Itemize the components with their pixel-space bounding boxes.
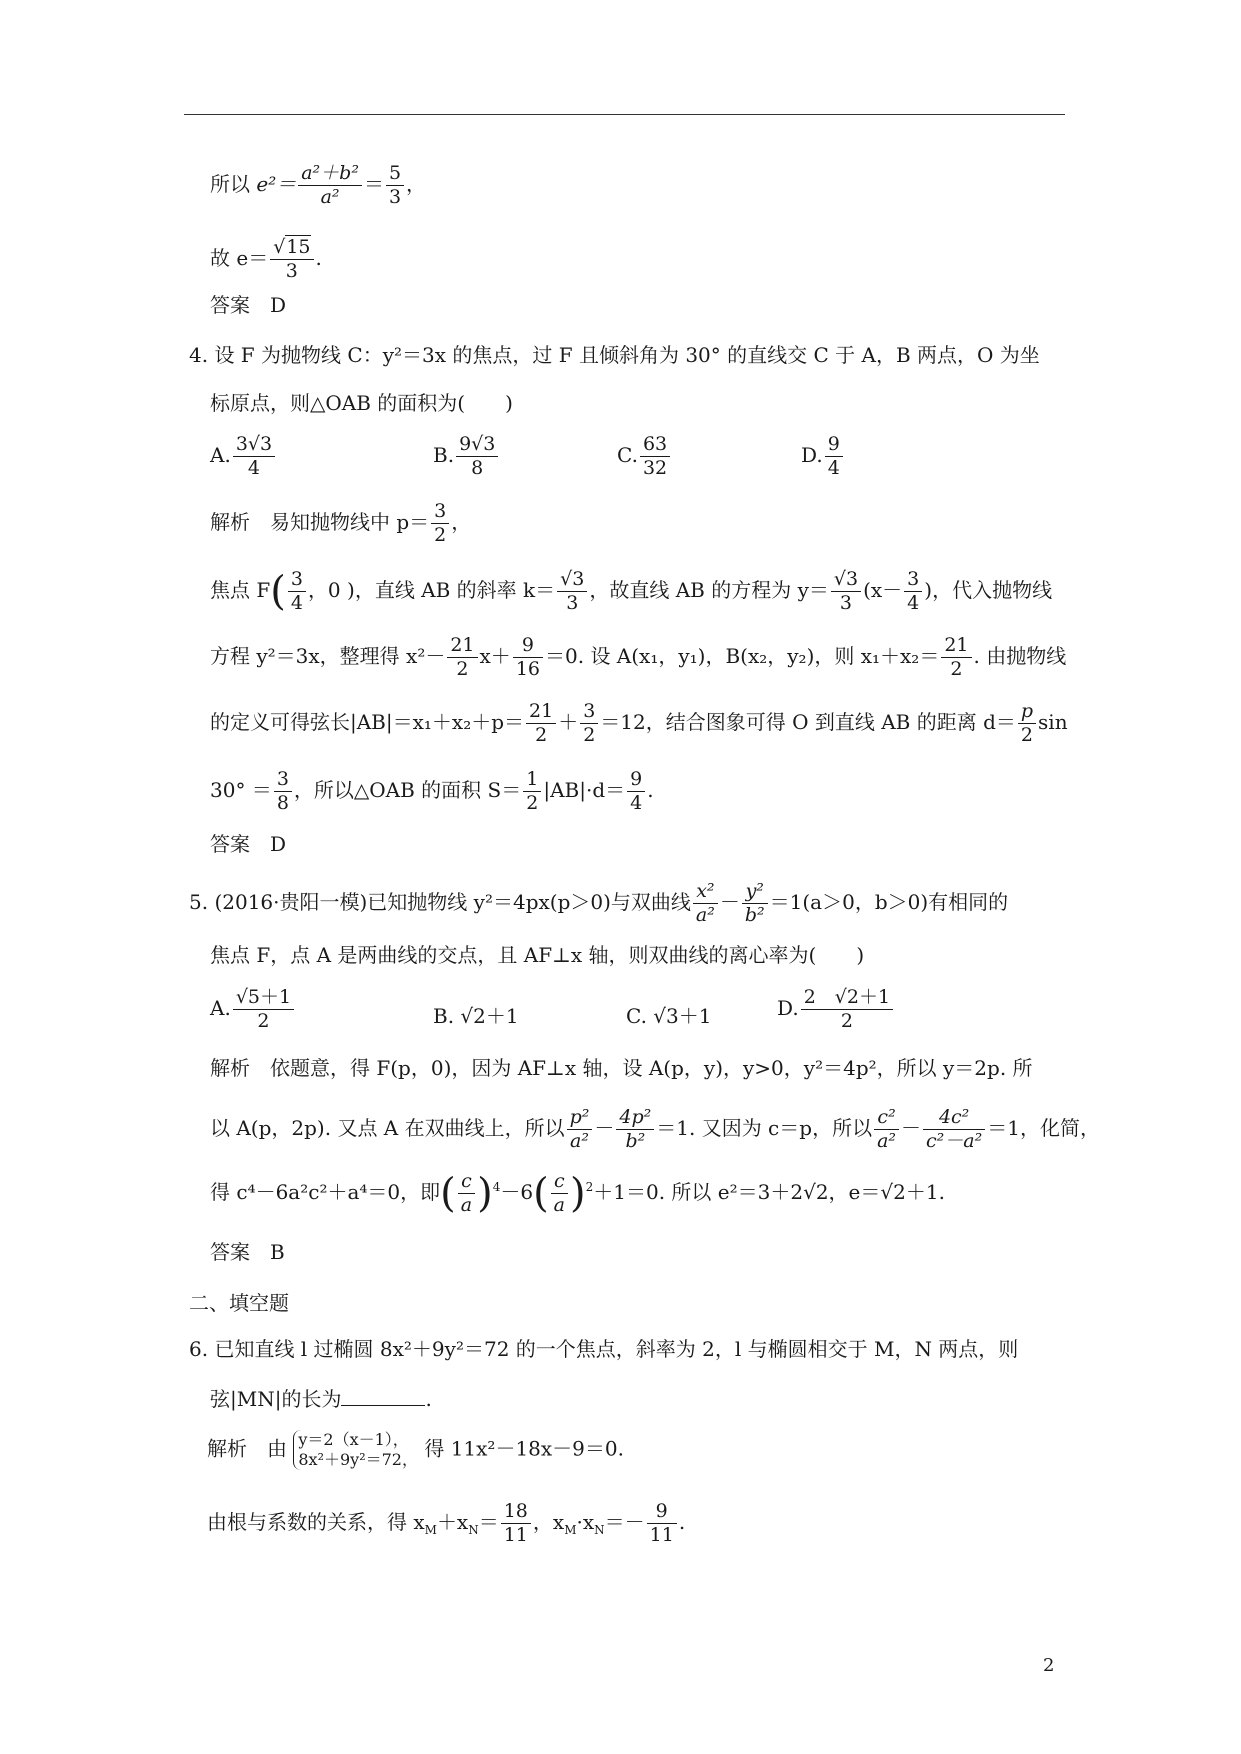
option-label: A. <box>210 442 231 467</box>
option-label: C. <box>617 442 638 467</box>
section-heading-fill-in: 二、填空题 <box>189 1291 289 1315</box>
denominator: a <box>553 1193 565 1216</box>
text: 5. (2016·贵阳一模)已知抛物线 y²＝4px(p＞0)与双曲线 <box>189 889 691 914</box>
fraction <box>874 1106 899 1153</box>
denominator: 11 <box>503 1523 528 1546</box>
numerator: c <box>551 1170 568 1194</box>
denominator: 2 <box>840 1009 853 1032</box>
numerator: 3 <box>288 568 306 592</box>
denominator: b² <box>744 903 765 926</box>
numerator: 63 <box>640 433 670 457</box>
q4-solution-line3 <box>210 634 1066 681</box>
fraction <box>233 433 275 480</box>
numerator: √5＋1 <box>233 986 294 1010</box>
text: ，0 )，直线 AB 的斜率 k＝ <box>307 577 556 602</box>
fraction <box>456 433 498 480</box>
fraction <box>523 768 541 815</box>
denominator: 32 <box>642 456 668 479</box>
denominator: a² <box>877 1129 897 1152</box>
equation-row: y＝2（x－1）， <box>298 1430 409 1449</box>
text: 焦点 F <box>210 577 271 602</box>
numerator: 9 <box>627 768 645 792</box>
denominator: 4 <box>907 591 920 614</box>
numerator: 2 √2＋1 <box>801 986 893 1010</box>
q6-solution-line2 <box>207 1500 685 1547</box>
denominator: 2 <box>950 657 963 680</box>
text: 得 c⁴－6a²c²＋a⁴＝0，即 <box>210 1179 441 1204</box>
paren: ) <box>477 1170 493 1217</box>
q5-option-c: C. √3＋1 <box>626 1004 712 1028</box>
numerator: 21 <box>447 634 477 658</box>
text: － <box>901 1115 922 1140</box>
text: － <box>719 889 740 914</box>
fraction <box>923 1106 985 1153</box>
fraction <box>288 568 306 615</box>
subscript: M <box>424 1522 437 1537</box>
q6-solution-line1 <box>207 1430 624 1470</box>
paren: ) <box>570 1170 586 1217</box>
denominator: a² <box>695 903 715 926</box>
text: 30° ＝ <box>210 777 272 802</box>
text: 所以 <box>210 171 257 196</box>
page-number: 2 <box>1043 1655 1055 1676</box>
denominator: 4 <box>290 591 303 614</box>
text: 弦|MN|的长为 <box>210 1387 342 1411</box>
numerator: 9 <box>513 634 543 658</box>
text: x＋ <box>479 643 511 668</box>
line-e <box>210 236 322 283</box>
denominator: 4 <box>827 456 840 479</box>
option-label: B. <box>433 442 455 467</box>
fraction <box>627 768 645 815</box>
denominator: 3 <box>285 259 298 282</box>
text: ， <box>406 171 427 196</box>
question-6-line2 <box>210 1387 432 1409</box>
denominator: 3 <box>566 591 579 614</box>
text: . <box>315 245 322 270</box>
q4-solution-line2 <box>210 568 1052 615</box>
q4-option-d <box>801 433 845 480</box>
numerator: 3 <box>580 700 598 724</box>
math: e²＝ <box>256 171 297 196</box>
denominator: a² <box>320 185 340 208</box>
fraction <box>431 500 449 547</box>
sqrt-radicand: 15 <box>286 236 311 258</box>
numerator: √3 <box>831 568 861 592</box>
fraction <box>640 433 670 480</box>
denominator: 4 <box>630 791 643 814</box>
text: ＝－ <box>604 1509 645 1534</box>
numerator: 9 <box>647 1500 677 1524</box>
text: ， <box>451 509 472 534</box>
denominator: 2 <box>434 523 447 546</box>
denominator: 2 <box>535 723 548 746</box>
denominator: 2 <box>257 1009 270 1032</box>
text: 故 e＝ <box>210 245 269 270</box>
fraction <box>270 236 313 283</box>
numerator: √3 <box>557 568 587 592</box>
numerator: 4c² <box>923 1106 985 1130</box>
numerator: 21 <box>941 634 971 658</box>
denominator: 16 <box>515 657 540 680</box>
fraction <box>693 880 718 927</box>
line-e-squared <box>210 162 426 209</box>
q4-solution-line1 <box>210 500 471 547</box>
numerator: 5 <box>386 162 404 186</box>
text: ＋x <box>436 1509 469 1534</box>
answer-5: 答案 B <box>210 1240 285 1264</box>
text: ＝1，化简， <box>987 1115 1100 1140</box>
denominator: a <box>460 1193 473 1216</box>
question-4-line2: 标原点，则△OAB 的面积为( ) <box>210 391 513 415</box>
numerator: 3 <box>431 500 449 524</box>
text: ＝12，结合图象可得 O 到直线 AB 的距离 d＝ <box>600 709 1016 734</box>
text: )，代入抛物线 <box>924 577 1053 602</box>
numerator: 3 <box>274 768 292 792</box>
text: |AB|·d＝ <box>543 777 626 802</box>
numerator: 9√3 <box>456 433 498 457</box>
fraction <box>274 768 292 815</box>
q5-option-d <box>777 986 895 1033</box>
denominator: 2 <box>526 791 539 814</box>
q4-option-a <box>210 433 277 480</box>
question-6-line1: 6. 已知直线 l 过椭圆 8x²＋9y²＝72 的一个焦点，斜率为 2，l 与椭圆相交于 M，N 两点，则 <box>189 1337 1019 1361</box>
question-4-line1: 4. 设 F 为抛物线 C：y²＝3x 的焦点，过 F 且倾斜角为 30° 的直线交 C 于 A，B 两点，O 为坐 <box>189 343 1040 367</box>
fraction <box>298 162 362 209</box>
q5-option-a <box>210 986 296 1033</box>
fraction <box>941 634 971 681</box>
fraction <box>513 634 543 681</box>
answer-blank <box>341 1387 425 1406</box>
fraction <box>1018 700 1036 747</box>
denominator: 8 <box>471 456 484 479</box>
question-5-line2: 焦点 F，点 A 是两曲线的交点，且 AF⊥x 轴，则双曲线的离心率为( ) <box>210 943 865 967</box>
text: (x－ <box>863 577 903 602</box>
text: ＝0. 设 A(x₁，y₁)，B(x₂，y₂)，则 x₁＋x₂＝ <box>545 643 940 668</box>
denominator: a² <box>570 1129 589 1152</box>
fraction <box>616 1106 654 1153</box>
denominator: c²－a² <box>926 1129 983 1152</box>
q5-solution-line3 <box>210 1170 945 1217</box>
answer-4: 答案 D <box>210 832 287 856</box>
text: ，x <box>532 1509 565 1534</box>
text: . 由抛物线 <box>973 643 1067 668</box>
denominator: 11 <box>649 1523 674 1546</box>
paren: ( <box>270 568 286 615</box>
fraction <box>557 568 587 615</box>
text: 方程 y²＝3x，整理得 x²－ <box>210 643 446 668</box>
equation-row: 8x²＋9y²＝72， <box>298 1450 418 1469</box>
text: 由根与系数的关系，得 x <box>207 1509 425 1534</box>
fraction <box>501 1500 531 1547</box>
fraction <box>551 1170 568 1217</box>
fraction <box>801 986 893 1033</box>
q4-solution-line4 <box>210 700 1068 747</box>
text: . <box>425 1387 432 1411</box>
numerator: p <box>1018 700 1036 724</box>
header-rule <box>184 114 1065 115</box>
denominator: 8 <box>276 791 289 814</box>
text: ＝ <box>478 1509 499 1534</box>
numerator: 21 <box>526 700 556 724</box>
question-5-line1 <box>189 880 1008 927</box>
text: ＝1. 又因为 c＝p，所以 <box>656 1115 873 1140</box>
q4-option-c <box>617 433 672 480</box>
fraction <box>831 568 861 615</box>
q5-option-b: B. √2＋1 <box>433 1004 519 1028</box>
text: ，故直线 AB 的方程为 y＝ <box>589 577 829 602</box>
numerator: 1 <box>523 768 541 792</box>
fraction <box>458 1170 475 1217</box>
text: . <box>678 1509 686 1534</box>
denominator: b² <box>625 1129 646 1152</box>
option-label: D. <box>801 442 823 467</box>
text: 得 11x²－18x－9＝0. <box>424 1436 624 1461</box>
text: －6 <box>500 1179 534 1204</box>
paren: ( <box>440 1170 456 1217</box>
text: ＝ <box>363 171 384 196</box>
fraction <box>386 162 404 209</box>
text: 以 A(p，2p). 又点 A 在双曲线上，所以 <box>210 1115 565 1140</box>
subscript: N <box>468 1522 479 1537</box>
fraction <box>447 634 477 681</box>
numerator: a²＋b² <box>298 162 362 186</box>
numerator: 3√3 <box>233 433 275 457</box>
numerator: c² <box>874 1106 899 1130</box>
fraction <box>567 1106 593 1153</box>
numerator: c <box>458 1170 475 1194</box>
denominator: 2 <box>583 723 596 746</box>
denominator: 2 <box>456 657 469 680</box>
q4-solution-line5 <box>210 768 654 815</box>
equation-system <box>293 1430 418 1470</box>
text: 的定义可得弦长|AB|＝x₁＋x₂＋p＝ <box>210 709 525 734</box>
option-label: D. <box>777 995 799 1020</box>
denominator: 2 <box>1020 723 1033 746</box>
q5-solution-line2 <box>210 1106 1100 1153</box>
numerator: 4p² <box>616 1106 654 1130</box>
q4-option-b <box>433 433 500 480</box>
fraction <box>647 1500 677 1547</box>
q5-solution-line1: 解析 依题意，得 F(p，0)，因为 AF⊥x 轴，设 A(p，y)，y>0，y²＝4p²，所以 y＝2p. 所 <box>210 1056 1033 1080</box>
subscript: M <box>564 1522 577 1537</box>
text: 解析 由 <box>207 1436 287 1461</box>
denominator: 3 <box>839 591 853 614</box>
numerator: 18 <box>501 1500 531 1524</box>
denominator: 3 <box>388 185 402 208</box>
exponent: 2 <box>585 1180 594 1195</box>
text: 解析 易知抛物线中 p＝ <box>210 509 430 534</box>
numerator: 3 <box>904 568 922 592</box>
numerator: x² <box>693 880 718 904</box>
subscript: N <box>594 1522 605 1537</box>
text: . <box>647 777 654 802</box>
fraction <box>580 700 598 747</box>
exponent: 4 <box>492 1180 501 1195</box>
numerator: √15 <box>270 236 313 260</box>
text: ·x <box>576 1509 595 1534</box>
numerator: p² <box>567 1106 593 1130</box>
text: ＋ <box>558 709 579 734</box>
fraction <box>526 700 556 747</box>
numerator: y² <box>742 880 768 904</box>
text: ＋1＝0. 所以 e²＝3＋2√2，e＝√2＋1. <box>593 1179 945 1204</box>
numerator: 9 <box>825 433 843 457</box>
fraction <box>742 880 768 927</box>
text: － <box>594 1115 615 1140</box>
denominator: 4 <box>247 456 260 479</box>
text: sin <box>1038 709 1068 734</box>
fraction <box>825 433 843 480</box>
text: ＝1(a＞0，b＞0)有相同的 <box>769 889 1009 914</box>
fraction <box>233 986 294 1033</box>
paren: ( <box>533 1170 549 1217</box>
answer-3: 答案 D <box>210 293 287 317</box>
option-label: A. <box>210 995 231 1020</box>
fraction <box>904 568 922 615</box>
text: ，所以△OAB 的面积 S＝ <box>293 777 522 802</box>
